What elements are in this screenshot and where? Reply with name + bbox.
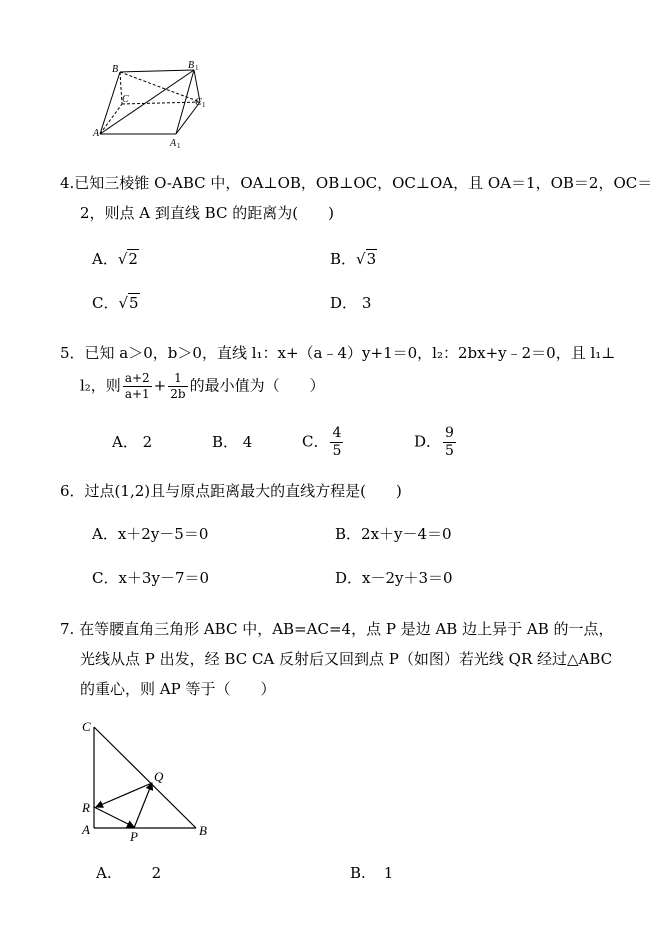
q5-frac1-den: a+1	[124, 387, 150, 401]
q5-option-d-den: 5	[445, 443, 454, 459]
fig-label-P: P	[130, 829, 138, 843]
q6-option-b[interactable]: B．2x＋y－4＝0	[335, 525, 452, 543]
label-C1-sub: 1	[202, 101, 206, 109]
q4-option-b[interactable]	[330, 248, 377, 270]
q5-frac2-den: 2b	[170, 387, 186, 401]
q5-option-c-letter: C．	[302, 432, 329, 451]
sqrt-icon: √2	[117, 250, 138, 268]
q5-option-c-num: 4	[332, 425, 342, 441]
q6-option-c[interactable]: C．x＋3y－7＝0	[92, 569, 210, 587]
fig-label-A: A	[82, 822, 90, 837]
q7-option-a-value: 2	[151, 864, 162, 882]
sqrt-icon: √5	[118, 294, 139, 312]
fig-label-C: C	[82, 719, 91, 734]
q5-option-b[interactable]: B． 4	[212, 433, 253, 451]
q6-option-d[interactable]: D．x－2y＋3＝0	[335, 569, 453, 587]
label-B1: B	[188, 60, 195, 71]
q4-option-c-letter: C．	[92, 294, 119, 312]
q4-option-b-letter: B．	[330, 250, 357, 268]
triangle-figure	[76, 715, 226, 843]
q5-option-d-letter: D．	[414, 432, 442, 451]
q7-line3: 的重心，则 AP 等于（ ）	[80, 680, 276, 698]
label-A1-sub: 1	[177, 142, 181, 150]
q5-option-d-num: 9	[445, 425, 454, 441]
q5-line2-prefix: l₂，则	[80, 376, 121, 395]
q5-line2	[80, 371, 325, 402]
q4-option-c[interactable]	[92, 292, 140, 314]
q4-option-b-radicand: 3	[366, 250, 377, 268]
q4-option-d-value: 3	[361, 294, 372, 312]
q7-option-a[interactable]	[96, 862, 161, 884]
fig-label-R: R	[82, 800, 90, 815]
q5-frac2-num: 1	[168, 371, 187, 387]
label-C1: C	[195, 97, 202, 108]
q5-option-c-fraction	[330, 425, 343, 460]
q4-option-c-radicand: 5	[129, 294, 139, 312]
q4-line1: 4.已知三棱锥 O-ABC 中，OA⊥OB，OB⊥OC，OC⊥OA，且 OA＝1，OB＝2，OC＝	[60, 174, 653, 192]
q5-line2-suffix: 的最小值为（ ）	[189, 376, 325, 395]
q4-line2: 2，则点 A 到直线 BC 的距离为( )	[80, 204, 334, 222]
label-A1: A	[170, 138, 177, 149]
label-C: C	[122, 94, 129, 105]
q7-line1: 7. 在等腰直角三角形 ABC 中，AB=AC=4，点 P 是边 AB 边上异于 AB 的一点，	[60, 620, 614, 638]
q7-option-a-letter: A.	[96, 864, 112, 882]
q4-option-d[interactable]	[330, 292, 371, 314]
q5-option-c-den: 5	[332, 443, 342, 459]
q5-option-d-fraction	[443, 425, 456, 460]
q5-option-d[interactable]	[414, 425, 458, 460]
q5-plus: +	[153, 376, 167, 395]
q5-option-a[interactable]: A． 2	[112, 433, 153, 451]
q5-fraction-2	[168, 371, 187, 402]
fig-label-B: B	[199, 823, 207, 838]
q4-option-a-radicand: 2	[128, 250, 138, 268]
q4-option-d-letter: D．	[330, 294, 358, 312]
fig-label-Q: Q	[154, 769, 164, 784]
q5-frac1-num: a+2	[124, 371, 150, 385]
q6-line1: 6．过点(1,2)且与原点距离最大的直线方程是( )	[60, 482, 402, 500]
label-B1-sub: 1	[195, 64, 199, 72]
label-B: B	[112, 64, 119, 75]
q5-option-c[interactable]	[302, 425, 345, 460]
q5-fraction-1	[123, 371, 152, 402]
q7-option-b-letter: B.	[350, 864, 366, 882]
label-A: A	[93, 128, 100, 139]
q5-line1: 5．已知 a＞0，b＞0，直线 l₁：x+（a﹣4）y+1＝0，l₂：2bx+y﹣2＝0，且 l₁⊥	[60, 344, 616, 362]
q4-option-a[interactable]	[92, 248, 139, 270]
q6-option-a[interactable]: A．x＋2y－5＝0	[92, 525, 209, 543]
q7-option-b-value: 1	[383, 864, 394, 882]
q4-option-a-letter: A．	[92, 250, 118, 268]
q7-line2: 光线从点 P 出发，经 BC CA 反射后又回到点 P（如图）若光线 QR 经过△ABC	[80, 650, 613, 668]
prism-figure	[90, 58, 220, 153]
sqrt-icon: √3	[356, 250, 377, 268]
q7-option-b[interactable]	[350, 862, 393, 884]
